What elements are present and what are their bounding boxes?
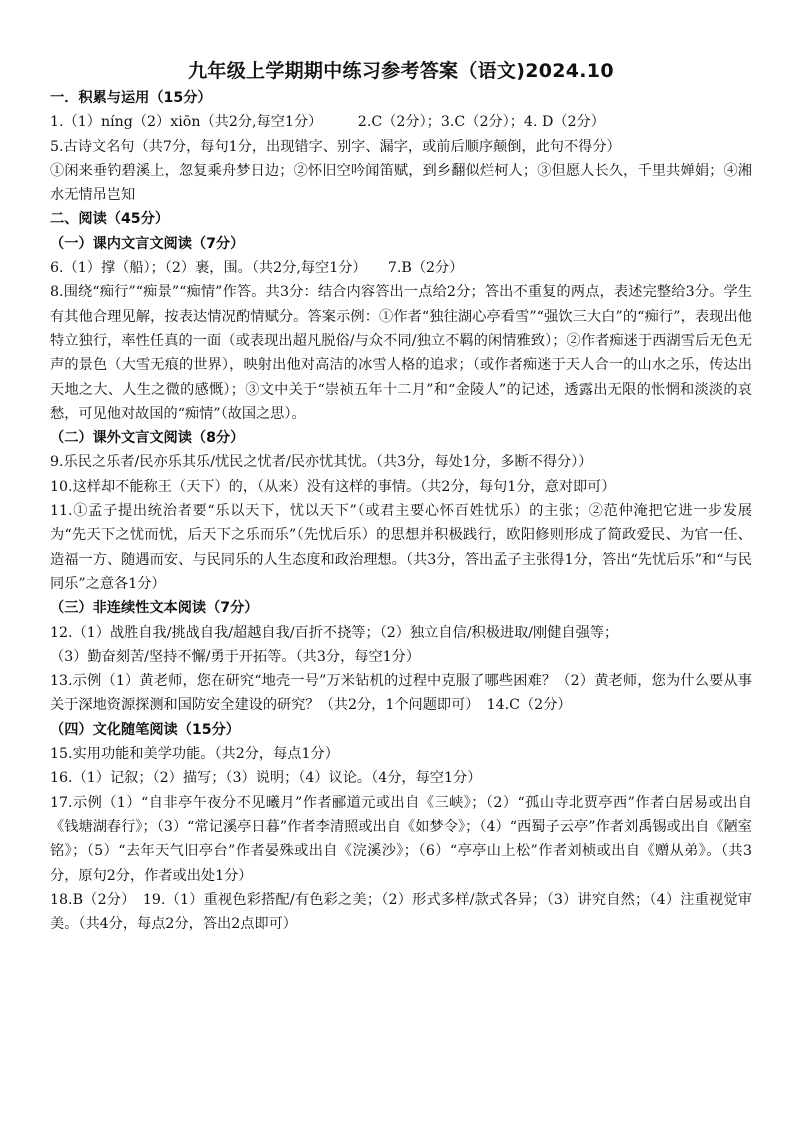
subsection-heading: （二）课外文言文阅读（8分） bbox=[50, 430, 245, 447]
subsection-heading: （一）课内文言文阅读（7分） bbox=[50, 235, 245, 252]
section-heading: 二、阅读（45分） bbox=[50, 211, 170, 228]
answer-q9: 9.乐民之乐者/民亦乐其乐/忧民之忧者/民亦忧其忧。（共3分，每处1分，多断不得分）） bbox=[50, 454, 593, 471]
subsection-classical-extracurricular bbox=[50, 426, 752, 596]
subsection-non-continuous-text bbox=[50, 596, 752, 717]
answer-q16: 16.（1）记叙；（2）描写；（3）说明；（4）议论。（4分，每空1分） bbox=[50, 770, 482, 787]
answer-q10: 10.这样却不能称王（天下）的，（从来）没有这样的事情。（共2分，每句1分，意对即可） bbox=[50, 478, 616, 495]
answer-q18-19: 18.B（2分） 19.（1）重视色彩搭配/有色彩之美；（2）形式多样/款式各异；（3）讲究自然；（4）注重视觉审美。（共4分，每点2分，答出2点即可） bbox=[50, 891, 752, 933]
answer-q6-7: 6.（1）撑（船）；（2）裹，围。（共2分,每空1分） 7.B（2分） bbox=[50, 260, 464, 277]
subsection-cultural-essay bbox=[50, 718, 752, 937]
answer-q5-lines: ①闲来垂钓碧溪上，忽复乘舟梦日边；②怀旧空吟闻笛赋，到乡翻似烂柯人；③但愿人长久，千里共婵娟；④湘水无情吊岂知 bbox=[50, 162, 752, 204]
answer-q11: 11.①孟子提出统治者要“乐以天下，忧以天下”（或君主要心怀百姓忧乐）的主张；②范仲淹把它进一步发展为“先天下之忧而忧，后天下之乐而乐”（先忧后乐）的思想并积极践行，欧阳修则形成了简政爱民、为官一任、造福一方、随遇而安、与民同乐的人生态度和政治理想。（共3分，答出孟子主张得1分，答出“先忧后乐”和“与民同乐”之意各1分） bbox=[50, 503, 752, 592]
page-title: 九年级上学期期中练习参考答案（语文)2024.10 bbox=[188, 60, 614, 82]
section-reading bbox=[50, 207, 752, 936]
section-heading: 一．积累与运用（15分） bbox=[50, 90, 212, 106]
answer-q1-4: 1.（1）níng（2）xiōn（共2分,每空1分） 2.C（2分）；3.C（2分）；4. D（2分） bbox=[50, 114, 605, 131]
subsection-heading: （三）非连续性文本阅读（7分） bbox=[50, 600, 259, 617]
answer-q13-14: 13.示例（1）黄老师，您在研究“地壳一号”万米钻机的过程中克服了哪些困难？（2）黄老师，您为什么要从事关于深地资源探测和国防安全建设的研究？（共2分，1个问题即可） 14.C（2分） bbox=[50, 673, 752, 714]
answer-q15: 15.实用功能和美学功能。（共2分，每点1分） bbox=[50, 746, 339, 763]
answer-q5-rule: 5.古诗文名句（共7分，每句1分，出现错字、别字、漏字，或前后顺序颠倒，此句不得分） bbox=[50, 138, 621, 155]
subsection-classical-in-class bbox=[50, 232, 752, 426]
section-accumulation bbox=[50, 86, 752, 207]
answer-q17: 17.示例（1）“自非亭午夜分不见曦月”作者郦道元或出自《三峡》；（2）“孤山寺北贾亭西”作者白居易或出自《钱塘湖春行》；（3）“常记溪亭日暮”作者李清照或出自《如梦令》；（4）“西蜀子云亭”作者刘禹锡或出自《陋室铭》；（5）“去年天气旧亭台”作者晏殊或出自《浣溪沙》；（6）“亭亭山上松”作者刘桢或出自《赠从弟》。（共3分，原句2分，作者或出处1分） bbox=[50, 794, 752, 884]
answer-q12-part2: （3）勤奋刻苦/坚持不懈/勇于开拓等。（共3分，每空1分） bbox=[50, 648, 421, 665]
answer-q12-part1: 12.（1）战胜自我/挑战自我/超越自我/百折不挠等；（2）独立自信/积极进取/刚健自强等； bbox=[50, 624, 619, 641]
subsection-heading: （四）文化随笔阅读（15分） bbox=[50, 721, 240, 738]
answer-q8: 8.围绕“痴行”“痴景”“痴情”作答。共3分：结合内容答出一点给2分；答出不重复的两点，表述完整给3分。学生有其他合理见解，按表达情况酌情赋分。答案示例：①作者“独往湖心亭看雪”“强饮三大白”的“痴行”，表现出他特立独行，率性任真的一面（或表现出超凡脱俗/与众不同/独立不羁的闲情雅致）；②作者痴迷于西湖雪后无色无声的景色（大雪无痕的世界），映射出他对高洁的冰雪人格的追求；（或作者痴迷于天人合一的山水之乐，传达出天地之大、人生之微的感慨）；③文中关于“崇祯五年十二月”和“金陵人”的记述，透露出无限的怅惘和淡淡的哀愁，可见他对故国的“痴情”（故国之思）。 bbox=[50, 284, 752, 422]
